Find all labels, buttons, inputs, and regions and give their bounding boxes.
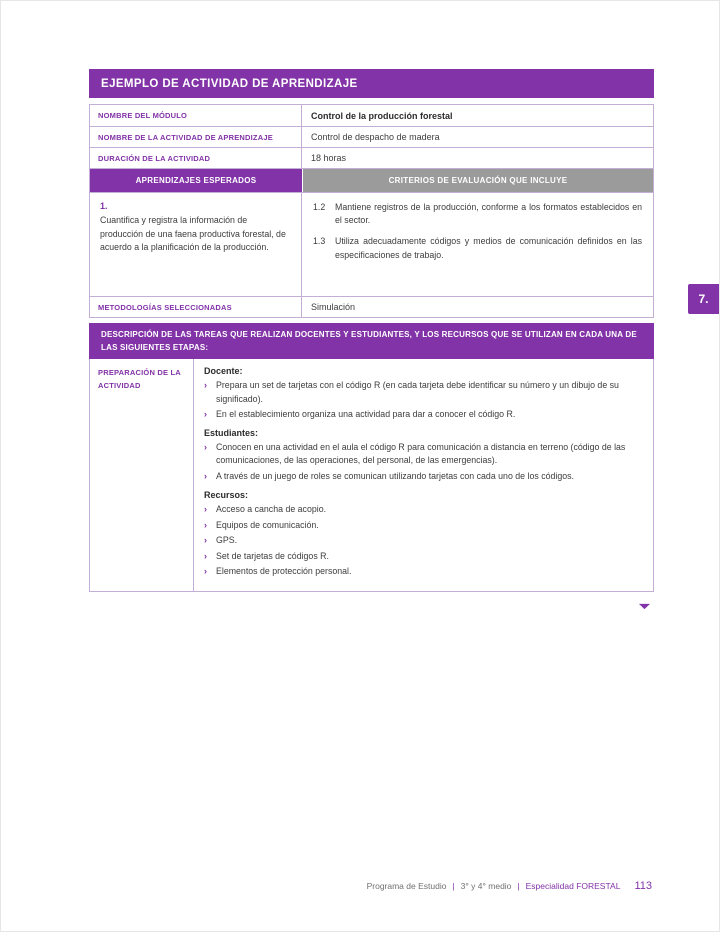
list-item-text: Conocen en una actividad en el aula el código R para comunicación a distancia en terreno (código de las comunicaciones, de las operaciones, del personal, de las emergencias). [216,442,626,466]
list-item [204,519,639,533]
row-value-module: Control de la producción forestal [311,110,453,121]
preparation-section [89,359,654,591]
list-item [204,565,639,579]
criterion-item [313,201,642,227]
list-item-text: Set de tarjetas de códigos R. [216,550,329,561]
preparation-label: PREPARACIÓN DE LA ACTIVIDAD [90,359,194,590]
chevron-bullet-icon: › [204,519,207,530]
preparation-content [194,359,653,590]
row-label-duration: DURACIÓN DE LA ACTIVIDAD [90,148,302,168]
column-headers-row [90,168,653,192]
chevron-bullet-icon: › [204,550,207,561]
criterion-text: Utiliza adecuadamente códigos y medios de comunicación definidos en las especificaciones de trabajo. [335,236,642,260]
evaluation-criteria-cell [302,193,653,296]
list-item-text: En el establecimiento organiza una actividad para dar a conocer el código R. [216,408,516,419]
students-group [204,428,639,483]
criterion-item [313,235,642,261]
list-item-text: Elementos de protección personal. [216,566,352,577]
row-label-methodology: METODOLOGÍAS SELECCIONADAS [90,297,302,317]
header-evaluation-criteria: CRITERIOS DE EVALUACIÓN QUE INCLUYE [303,169,653,192]
row-label-module: NOMBRE DEL MÓDULO [90,105,302,126]
resources-group [204,490,639,579]
footer-program: Programa de Estudio [366,881,447,891]
list-item-text: Prepara un set de tarjetas con el código R (en cada tarjeta debe identificar su número y un dibujo de su significado). [216,380,619,404]
continuation-indicator [89,596,654,611]
criterion-number: 1.3 [313,236,326,247]
methodology-row [90,296,653,317]
teacher-heading: Docente: [204,366,243,377]
footer-specialty: Especialidad FORESTAL [525,881,621,891]
students-heading: Estudiantes: [204,428,259,439]
list-item-text: Acceso a cancha de acopio. [216,504,327,515]
list-item-text: Equipos de comunicación. [216,519,319,530]
chevron-bullet-icon: › [204,470,207,481]
list-item [204,503,639,517]
footer-grade: 3° y 4° medio [460,881,512,891]
module-name-row [90,105,653,126]
list-item [204,441,639,467]
learning-text: Cuantifica y registra la información de producción de una faena productiva forestal, de acuerdo a la planificación de la producción. [100,215,286,253]
list-item [204,408,639,422]
list-item [204,379,639,405]
activity-table [89,104,654,318]
chevron-bullet-icon: › [204,380,207,391]
chevron-bullet-icon: › [204,442,207,453]
learning-criteria-row [90,192,653,296]
list-item [204,470,639,484]
content-area [89,69,654,611]
list-item-text: GPS. [216,535,238,546]
duration-row [90,147,653,168]
chevron-bullet-icon: › [204,535,207,546]
description-banner: DESCRIPCIÓN DE LAS TAREAS QUE REALIZAN DOCENTES Y ESTUDIANTES, Y LOS RECURSOS QUE SE UTILIZAN EN CADA UNA DE LAS SIGUIENTES ETAPAS: [89,323,654,359]
list-item [204,550,639,564]
resources-heading: Recursos: [204,490,249,501]
row-label-activity: NOMBRE DE LA ACTIVIDAD DE APRENDIZAJE [90,127,302,147]
learning-number: 1. [100,201,108,211]
list-item [204,534,639,548]
page-footer [367,880,652,892]
chapter-tab: 7. [688,284,719,314]
row-value-duration: 18 horas [311,153,347,163]
triangle-down-icon: ▼ [635,600,654,611]
title-banner: EJEMPLO DE ACTIVIDAD DE APRENDIZAJE [89,69,654,98]
footer-page-number: 113 [634,880,652,892]
footer-separator: | [452,881,455,891]
chevron-bullet-icon: › [204,408,207,419]
criterion-number: 1.2 [313,202,326,212]
criterion-text: Mantiene registros de la producción, conforme a los formatos establecidos en el sector. [335,202,642,226]
footer-separator: | [517,881,520,891]
chevron-bullet-icon: › [204,504,207,515]
expected-learning-cell [90,193,302,296]
row-value-activity: Control de despacho de madera [311,132,440,142]
row-value-methodology: Simulación [311,302,356,312]
chevron-bullet-icon: › [204,566,207,577]
header-expected-learnings: APRENDIZAJES ESPERADOS [90,169,303,192]
activity-name-row [90,126,653,147]
teacher-group [204,366,639,421]
list-item-text: A través de un juego de roles se comunican utilizando tarjetas con cada uno de los códigos. [216,470,574,481]
